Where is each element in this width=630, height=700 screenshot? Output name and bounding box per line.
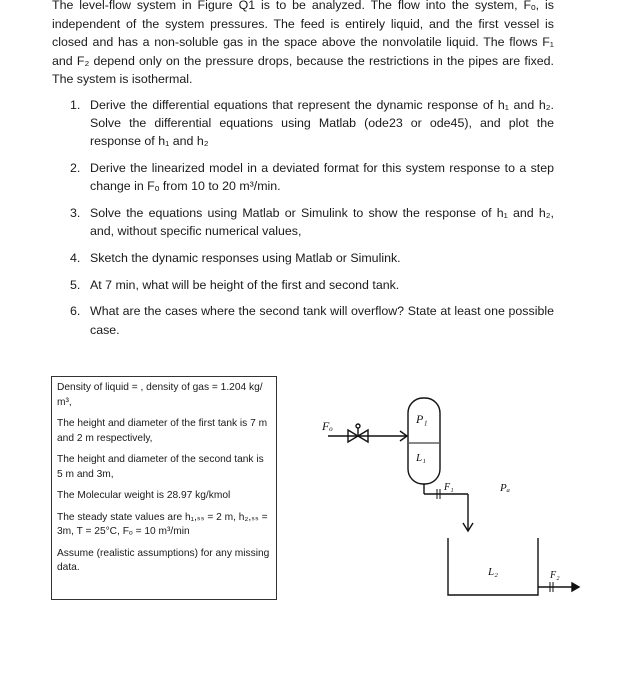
data-item: The height and diameter of the second tank is 5 m and 3m, bbox=[57, 454, 264, 480]
flow2-label: F₂ bbox=[550, 570, 560, 581]
flow1-label: F₁ bbox=[444, 482, 454, 493]
first-tank bbox=[408, 398, 440, 484]
question-item bbox=[70, 302, 554, 338]
question-text: What are the cases where the second tank will overflow? State at least one possible case. bbox=[90, 304, 554, 337]
problem-intro: The level-flow system in Figure Q1 is to be analyzed. The flow into the system, Fₒ, is independent of the system pressures. The feed is entirely liquid, and the first vessel is closed and has a non-soluble gas in the space above the nonvolatile liquid. The flows F₁ and F₂ depend only on the pressure drops, because the restrictions in the pipes are fixed. The system is isothermal. bbox=[52, 0, 554, 86]
question-item bbox=[70, 159, 554, 195]
question-number: 1. bbox=[70, 98, 81, 112]
question-list bbox=[70, 96, 554, 347]
outlet-pipe-2 bbox=[538, 582, 579, 592]
question-number: 6. bbox=[70, 304, 81, 319]
data-item: The Molecular weight is 28.97 kg/kmol bbox=[57, 490, 231, 501]
tank2-level-label: L₂ bbox=[488, 566, 498, 578]
question-text: At 7 min, what will be height of the first and second tank. bbox=[90, 277, 400, 292]
data-item: Density of liquid = , density of gas = 1.204 kg/ m³, bbox=[57, 382, 263, 408]
question-text: Derive the linearized model in a deviated format for this system response to a step change in Fₒ from 10 to 20 m³/min. bbox=[90, 161, 554, 194]
feed-label: Fₒ bbox=[322, 419, 333, 433]
data-item: Assume (realistic assumptions) for any missing data. bbox=[57, 547, 270, 573]
tank1-level-label: L₁ bbox=[416, 452, 426, 464]
question-number: 5. bbox=[70, 277, 81, 292]
question-item bbox=[70, 96, 554, 151]
question-text: Solve the equations using Matlab or Simulink to show the response of h₁ and h₂, and, without specific numerical values, bbox=[90, 206, 554, 239]
question-text: Sketch the dynamic responses using Matlab or Simulink. bbox=[90, 250, 401, 265]
feed-line bbox=[328, 424, 407, 442]
question-text: Derive the differential equations that represent the dynamic response of h₁ and h₂. Solve the differential equations using Matlab (ode23 or ode45), and plot the response of h₁ and h₂ bbox=[90, 98, 554, 149]
question-item bbox=[70, 276, 554, 294]
tank1-pressure-label: P₁ bbox=[416, 412, 428, 426]
data-item: The height and diameter of the first tank is 7 m and 2 m respectively, bbox=[57, 418, 268, 444]
figure-q1-diagram bbox=[300, 380, 600, 610]
data-item: The steady state values are h₁,ₛₛ = 2 m, h₂,ₛₛ = 3m, T = 25°C, Fₒ = 10 m³/min bbox=[57, 511, 268, 537]
question-number: 4. bbox=[70, 250, 81, 265]
question-item bbox=[70, 204, 554, 240]
question-number: 3. bbox=[70, 206, 81, 221]
given-data-box bbox=[51, 376, 277, 600]
question-item bbox=[70, 249, 554, 267]
question-number: 2. bbox=[70, 161, 81, 176]
ambient-pressure-label: Pₐ bbox=[500, 482, 510, 494]
